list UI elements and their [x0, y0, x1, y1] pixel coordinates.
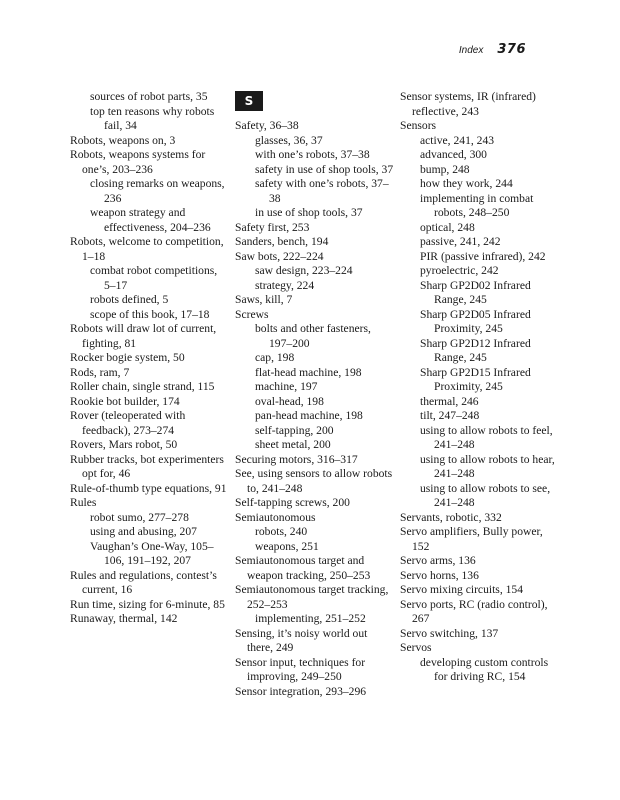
index-subentry: saw design, 223–224	[255, 264, 353, 277]
index-subentry: glasses, 36, 37	[255, 133, 323, 147]
index-entry: Semiautonomous target tracking, 252–253	[235, 583, 389, 611]
index-entry: Servo horns, 136	[400, 568, 479, 582]
index-subentry: implementing, 251–252	[255, 612, 366, 625]
index-subentry: Vaughan’s One-Way, 105–106, 191–192, 207	[90, 539, 214, 567]
index-entry: Semiautonomous	[235, 510, 316, 524]
index-subentry: implementing in combat robots, 248–250	[420, 191, 534, 219]
index-subentry: PIR (passive infrared), 242	[420, 249, 546, 263]
page-number: 376	[497, 42, 526, 57]
index-subentry: top ten reasons why robots fail, 34	[90, 104, 215, 132]
index-subentry: self-tapping, 200	[255, 423, 334, 437]
index-entry: Sensing, it’s noisy world out there, 249	[235, 626, 368, 654]
index-subentry: active, 241, 243	[420, 133, 495, 147]
index-entry: Roller chain, single strand, 115	[70, 380, 215, 393]
index-entry: Rods, ram, 7	[70, 365, 130, 379]
index-subentry: safety with one’s robots, 37–38	[255, 177, 389, 205]
index-subentry: safety in use of shop tools, 37	[255, 162, 394, 176]
index-subentry: sheet metal, 200	[255, 438, 331, 451]
index-entry: Sensor input, techniques for improving, 249–250	[235, 655, 366, 683]
index-column-3	[400, 90, 560, 685]
index-entry: Rules	[70, 496, 97, 509]
index-subentry: closing remarks on weapons, 236	[90, 177, 225, 205]
index-entry: Safety first, 253	[235, 220, 310, 234]
index-entry: Sensors	[400, 119, 437, 132]
index-entry: Servo mixing circuits, 154	[400, 583, 524, 596]
index-entry: Rookie bot builder, 174	[70, 394, 180, 408]
index-subentry: robots, 240	[255, 525, 308, 538]
index-entry: Robots, weapons on, 3	[70, 133, 176, 147]
index-subentry: machine, 197	[255, 380, 318, 393]
index-entry: Rovers, Mars robot, 50	[70, 438, 178, 451]
index-subentry: using to allow robots to hear, 241–248	[420, 452, 555, 480]
running-header	[459, 42, 526, 57]
index-entry: Rules and regulations, contest’s current, 16	[70, 568, 217, 596]
index-subentry: strategy, 224	[255, 278, 315, 292]
index-subentry: using to allow robots to feel, 241–248	[420, 423, 553, 451]
index-column-1	[70, 90, 228, 627]
index-subentry: robots defined, 5	[90, 293, 169, 306]
index-entry: Sanders, bench, 194	[235, 235, 329, 248]
index-subentry: thermal, 246	[420, 394, 479, 408]
index-subentry: optical, 248	[420, 220, 475, 234]
index-entry: Robots, welcome to competition, 1–18	[70, 235, 224, 263]
index-subentry: bump, 248	[420, 162, 470, 176]
index-subentry: weapons, 251	[255, 539, 319, 553]
index-entry: Servo arms, 136	[400, 554, 476, 567]
index-entry: Rubber tracks, bot experimenters opt for, 46	[70, 452, 224, 480]
index-subentry: scope of this book, 17–18	[90, 307, 210, 321]
index-subentry: sources of robot parts, 35	[90, 90, 208, 103]
index-subentry: flat-head machine, 198	[255, 365, 362, 379]
index-subentry: developing custom controls for driving RC, 154	[420, 655, 549, 683]
index-subentry: in use of shop tools, 37	[255, 206, 363, 219]
header-label: Index	[458, 45, 484, 56]
index-subentry: using to allow robots to see, 241–248	[420, 481, 551, 509]
letter-heading-s: S	[235, 91, 263, 111]
index-entry: Servo amplifiers, Bully power, 152	[400, 525, 543, 553]
index-entry: Safety, 36–38	[235, 119, 299, 132]
index-subentry: Sharp GP2D15 Infrared Proximity, 245	[420, 365, 531, 393]
index-subentry: pan-head machine, 198	[255, 409, 363, 422]
index-entry: Rover (teleoperated with feedback), 273–274	[70, 409, 186, 437]
index-entry: See, using sensors to allow robots to, 241–248	[235, 467, 393, 495]
index-entry: Rule-of-thumb type equations, 91	[70, 481, 227, 495]
index-entry: Rocker bogie system, 50	[70, 351, 185, 364]
index-subentry: cap, 198	[255, 351, 295, 364]
index-subentry: passive, 241, 242	[420, 235, 501, 248]
index-entry: Servants, robotic, 332	[400, 510, 502, 524]
index-subentry: how they work, 244	[420, 177, 513, 190]
index-subentry: oval-head, 198	[255, 394, 324, 408]
index-subentry: advanced, 300	[420, 148, 487, 161]
index-entry: Semiautonomous target and weapon tracking, 250–253	[235, 554, 371, 582]
index-entry: Runaway, thermal, 142	[70, 612, 178, 625]
index-entry: Saws, kill, 7	[235, 293, 293, 306]
index-entry: Securing motors, 316–317	[235, 452, 358, 466]
index-entry: Servo switching, 137	[400, 626, 499, 640]
index-entry: Robots will draw lot of current, fighting, 81	[70, 322, 217, 350]
index-entry: Robots, weapons systems for one’s, 203–236	[70, 148, 206, 176]
index-subentry: with one’s robots, 37–38	[255, 148, 370, 161]
index-subentry: Sharp GP2D12 Infrared Range, 245	[420, 336, 531, 364]
index-entry: Sensor systems, IR (infrared) reflective, 243	[400, 90, 536, 118]
index-subentry: tilt, 247–248	[420, 409, 480, 422]
index-entry: Self-tapping screws, 200	[235, 496, 350, 509]
index-entry: Saw bots, 222–224	[235, 249, 324, 263]
index-subentry: Sharp GP2D05 Infrared Proximity, 245	[420, 307, 531, 335]
index-subentry: weapon strategy and effectiveness, 204–236	[90, 206, 211, 234]
index-subentry: using and abusing, 207	[90, 525, 197, 538]
index-subentry: combat robot competitions, 5–17	[90, 264, 218, 292]
index-entry: Sensor integration, 293–296	[235, 684, 367, 698]
index-entry: Screws	[235, 307, 269, 321]
index-subentry: pyroelectric, 242	[420, 264, 499, 277]
index-entry: Run time, sizing for 6-minute, 85	[70, 597, 225, 611]
index-subentry: robot sumo, 277–278	[90, 510, 189, 524]
index-subentry: bolts and other fasteners, 197–200	[255, 322, 371, 350]
index-entry: Servo ports, RC (radio control), 267	[400, 597, 548, 625]
index-entry: Servos	[400, 641, 432, 654]
index-column-2	[235, 90, 395, 699]
index-subentry: Sharp GP2D02 Infrared Range, 245	[420, 278, 531, 306]
